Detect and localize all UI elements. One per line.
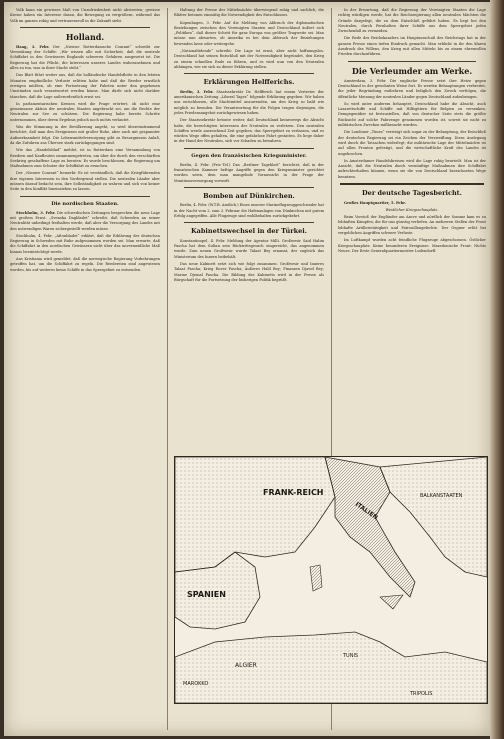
divider [184, 222, 314, 223]
article-text: Im Luftkampf wurden acht feindliche Flugzeuge abgeschossen. Östlicher Kriegsschauplatz: Keine besonderen Ereignisse. Mazedonische Front: Nichts Neues. Der Erste Generalquartiermeister Ludendorff. [338, 238, 486, 253]
column-2 [174, 8, 324, 285]
section-heading-holland: Holland. [65, 31, 105, 42]
article-body: Die schwedischen Zeitungen besprechen die neue Lage mit großem Ernst. „Svenska Dagbladet“ schreibt, daß Schweden an seiner Neutralität unbedingt festhalten werde, daß aber die Versorgung des Landes mit den notwendigen Waren sichergestellt werden müsse. [10, 210, 160, 231]
section-heading-verleumder: Die Verleumder am Werke. [351, 65, 473, 76]
article-text: Der Staatssekretär betonte weiter, daß Deutschland keineswegs die Absicht habe, die berechtigten Interessen der Neutralen zu verletzen. Den neutralen Schiffen werde ausreichend Zeit gegeben, das Sperrgebiet zu verlassen, und es würden Wege offen gehalten, die eine gefahrlose Fahrt gestatten. Es liege daher in der Hand der Neutralen, sich vor Schaden zu bewahren. [174, 118, 324, 144]
mediterranean-map [174, 456, 488, 704]
divider [184, 187, 314, 188]
article-text [10, 211, 160, 232]
article-text: Volk kann ein gewisses Maß von Unzufriedenheit nicht abstreiten; gewisse Kreise haben ein Interesse daran, die Bewegung zu vergrößern, während das Volk im ganzen ruhig und vertrauensvoll in die Zukunft sieht. [10, 8, 160, 23]
section-heading-report: Der deutsche Tagesbericht. [362, 189, 462, 198]
divider [20, 196, 150, 197]
map-label-balkans: BALKANSTAATEN [420, 493, 463, 499]
article-text [338, 201, 486, 206]
column-divider [167, 8, 168, 730]
article-text: Beim Vorstoß der Engländer am Ancre und nördlich der Somme kam es zu lebhaften Kämpfen, die für uns günstig verliefen. An mehreren Stellen der Front lebhafte Artillerietätigkeit und Patrouillengefechte. Der Gegner erlitt bei vergeblichen Angriffen schwere Verluste. [338, 215, 486, 235]
column-1 [10, 8, 160, 275]
article-text: Konstantinopel, 4. Febr. Meldung der Agentur Milli. Großwesir Said Halim Pascha hat dem Sultan sein Rücktrittsgesuch eingereicht, das angenommen wurde. Zum neuen Großwesir wurde Talaat Bey ernannt, der zugleich das Ministerium des Innern beibehält. [174, 238, 324, 259]
article-text: Das Blatt führt weiter aus, daß die holländische Handelsflotte in den letzten Monaten empfindliche Verluste erlitten habe und daß die Reeder ernstlich erwägen müßten, ob eine Fortsetzung der Fahrten unter den gegebenen Umständen noch verantwortet werden könne. Man dürfe sich nicht darüber täuschen, daß die Lage außerordentlich ernst sei. [10, 73, 160, 99]
article-text: Aus Kristiania wird gemeldet, daß die norwegische Regierung Vorkehrungen getroffen hat, um die Schiffahrt zu regeln. Die Reedereien sind angewiesen worden, bis auf weiteres keine Schiffe in das Sperrgebiet zu entsenden. [10, 256, 160, 272]
article-text: So wird unter anderem behauptet, Deutschland habe die Absicht, auch Lazarettschiffe und Schiffe mit Hilfsgütern für Belgien zu versenken. Demgegenüber ist festzustellen, daß von deutscher Seite stets die größte Rücksicht auf solche Fahrzeuge genommen worden ist, soweit sie nicht zu militärischen Zwecken mißbraucht wurden. [338, 101, 486, 128]
article-text: „Nationaltidende“ schreibt: Die Lage ist ernst, aber nicht hoffnungslos. Deutschland hat seinen Entschluß mit der Notwendigkeit begründet, den Krieg zu einem schnellen Ende zu führen, und es wird nun von den Neutralen abhängen, wie sie sich zu dieser Erklärung stellen. [174, 49, 324, 69]
article-body: Staatssekretär Dr. Helfferich hat einem Vertreter der amerikanischen Zeitung „Liberal Tages“ folgende Erklärung gegeben: Wir haben uns entschlossen, alle Machtmittel anzuwenden, um den Krieg so bald wie möglich zu beenden. Die Verantwortung für die Folgen tragen diejenigen, die jedes Friedensangebot zurückgewiesen haben. [174, 89, 324, 115]
article-text: Die Londoner „Times“ versteigt sich sogar zu der Behauptung, der Entschluß der deutschen Regierung sei ein Zeichen der Verzweiflung. Diese Auslegung wird durch die Tatsachen widerlegt; die militärische Lage der Mittelmächte ist auf allen Fronten gefestigt, und die wirtschaftliche Kraft des Landes ist ungebrochen. [338, 130, 486, 156]
map-label-morocco: MAROKKO [183, 681, 209, 687]
newspaper-page [4, 2, 490, 736]
article-text [174, 90, 324, 116]
section-heading-turkey: Kabinettswechsel in der Türkei. [190, 227, 308, 236]
map-label-tripoli: TRIPOLIS [410, 691, 433, 697]
column-3 [338, 8, 486, 256]
divider [20, 27, 150, 28]
article-text: Wie das „Handelsblad“ meldet, ist in Rotterdam eine Versammlung von Reedern und Kaufleuten zusammengetreten, um über die durch den verschärften Seekrieg geschaffene Lage zu beraten. Es wurde beschlossen, die Regierung um Maßnahmen zum Schutze der Schiffahrt zu ersuchen. [10, 148, 160, 169]
divider [340, 183, 484, 185]
article-text: Berlin, 4. Febr. (Priv.-Tel.) Das „Berliner Tageblatt“ berichtet, daß in der französischen Kammer heftige Angriffe gegen den Kriegsminister gerichtet worden seien, dem man mangelnde Voraussicht in der Frage der Munitionsversorgung vorwirft. [174, 162, 324, 183]
article-text: In Amsterdamer Handelskreisen wird die Lage ruhig beurteilt. Man ist der Ansicht, daß die Neutralen durch vernünftige Maßnahmen ihre Schiffahrt aufrechterhalten können, wenn sie die von Deutschland bezeichneten Wege benutzen. [338, 158, 486, 179]
article-text: Kopenhagen, 3. Febr. Auf die Meldung von Abbruch der diplomatischen Beziehungen zwischen den Vereinigten Staaten und Deutschland äußert sich „Politiken“, daß dieser Schritt für ganz Europa von größter Tragweite sei. Man müsse nun abwarten, ob Amerika es bei dem Abbruch der Beziehungen bewenden lasse oder weitergehe. [174, 20, 324, 46]
divider [184, 73, 314, 74]
dateline: Großes Hauptquartier, 5. Febr. [344, 200, 406, 205]
section-heading-helfferich: Erklärungen Helfferichs. [203, 78, 295, 87]
article-text [10, 45, 160, 71]
section-heading-france: Gegen den französischen Kriegsminister. [191, 152, 307, 159]
article-text: Amsterdam, 3. Febr. Die englische Presse setzt ihre Hetze gegen Deutschland in der gewohnten Weise fort. Es werden Behauptungen verbreitet, die jeder Begründung entbehren und lediglich den Zweck verfolgen, die öffentliche Meinung der neutralen Länder gegen Deutschland aufzubringen. [338, 78, 486, 99]
article-text: Das neue Kabinett setzt sich wie folgt zusammen: Großwesir und Inneres Talaat Pascha; Krieg Enver Pascha; Äußeres Halil Bey; Finanzen Djavid Bey; Marine Djemal Pascha. Die Bildung des Kabinetts wird in der Presse als Bürgschaft für die Fortsetzung der bisherigen Politik begrüßt. [174, 262, 324, 282]
article-text: Berlin, 4. Febr. (W.T.B. Amtlich.) Eines unserer Marineflugzeuggeschwader hat in der Nacht vom 2. zum 3. Februar die Hafenanlagen von Dünkirchen mit gutem Erfolg angegriffen. Alle Flugzeuge sind wohlbehalten zurückgekehrt. [174, 203, 324, 219]
section-heading-bombs: Bomben auf Dünkirchen. [203, 191, 295, 200]
article-text: Der „Nieuwe Courant“ bemerkt: Es ist verständlich, daß die Kriegführenden ihre eigenen Interessen in den Vordergrund stellen. Die neutralen Länder aber müssen darauf bedacht sein, ihre Selbständigkeit zu wahren und sich von keiner Seite in den Konflikt hineinziehen zu lassen. [10, 171, 160, 192]
article-subheading: Westlicher Kriegsschauplatz. [385, 207, 439, 212]
map-label-algiers: ALGIER [235, 662, 257, 669]
book-binding-edge [490, 0, 504, 739]
map-label-tunis: TUNIS [343, 653, 359, 659]
map-label-france: FRANK-REICH [263, 488, 324, 497]
article-text: Stockholm, 4. Febr. „Aftonbladet“ erklärt, daß die Erklärung der deutschen Regierung in Schweden mit Ruhe aufgenommen worden sei. Man erwarte, daß die Schiffahrt in den nordischen Gewässern nicht über das unvermeidliche Maß hinaus beeinträchtigt werde. [10, 233, 160, 254]
article-text: Haltung der Presse der Mittelmächte überwiegend ruhig und sachlich; die Blätter betonen einmütig die Notwendigkeit des Entschlusses. [174, 8, 324, 18]
map-drawing [175, 457, 487, 703]
divider [348, 61, 476, 62]
article-body: Der „Nieuwe Rotterdamsche Courant“ schreibt zur Versenkung der Schiffe: „Wir wissen alle mit Sicherheit, daß die neutrale Schiffahrt in den Gewässern Englands schweren Gefahren ausgesetzt ist. Die Regierung hat die Pflicht, die Interessen unseres Landes wahrzunehmen und alles zu tun, was in ihrer Macht steht.“ [10, 44, 160, 71]
article-text: Die Rede des Reichskanzlers im Hauptausschuß des Reichstags hat in der ganzen Presse einen tiefen Eindruck gemacht. Man erblickt in ihr den klaren Ausdruck des Willens, den Krieg mit allen Mitteln bis zu einem ehrenvollen Frieden durchzuführen. [338, 36, 486, 57]
article-text: In der Erwartung, daß die Regierung der Vereinigten Staaten die Lage richtig würdigen werde, hat die Reichsregierung allen neutralen Mächten die Gründe dargelegt, die zu dem Entschluß geführt haben. Es liegt bei den Neutralen, durch Fernhalten ihrer Schiffe aus dem Sperrgebiet jeden Zwischenfall zu vermeiden. [338, 8, 486, 34]
map-label-italy: ITALIEN [353, 500, 379, 522]
divider [184, 148, 314, 149]
dateline: Haag, 3. Febr. [16, 44, 50, 49]
dateline: Berlin, 3. Febr. [180, 89, 214, 94]
section-heading-nordic: Die nordischen Staaten. [51, 200, 119, 207]
dateline: Stockholm, 3. Febr. [16, 210, 56, 215]
article-text: Was die Stimmung in der Bevölkerung angeht, so wird übereinstimmend berichtet, daß man den Ereignissen mit großer Ruhe, aber auch mit gespannter Aufmerksamkeit folgt. Die Lebensmittelversorgung gibt zu Besorgnissen Anlaß, da die Zufuhren aus Übersee stark zurückgegangen sind. [10, 125, 160, 145]
article-text: In parlamentarischen Kreisen wird die Frage erörtert, ob nicht eine gemeinsame Aktion der neutralen Staaten angebracht sei, um die Rechte der Neutralen zur See zu schützen. Die Regierung habe bereits Schritte unternommen, über deren Ergebnis jedoch noch nichts verlautet. [10, 101, 160, 122]
map-label-spain: SPANIEN [187, 590, 226, 599]
